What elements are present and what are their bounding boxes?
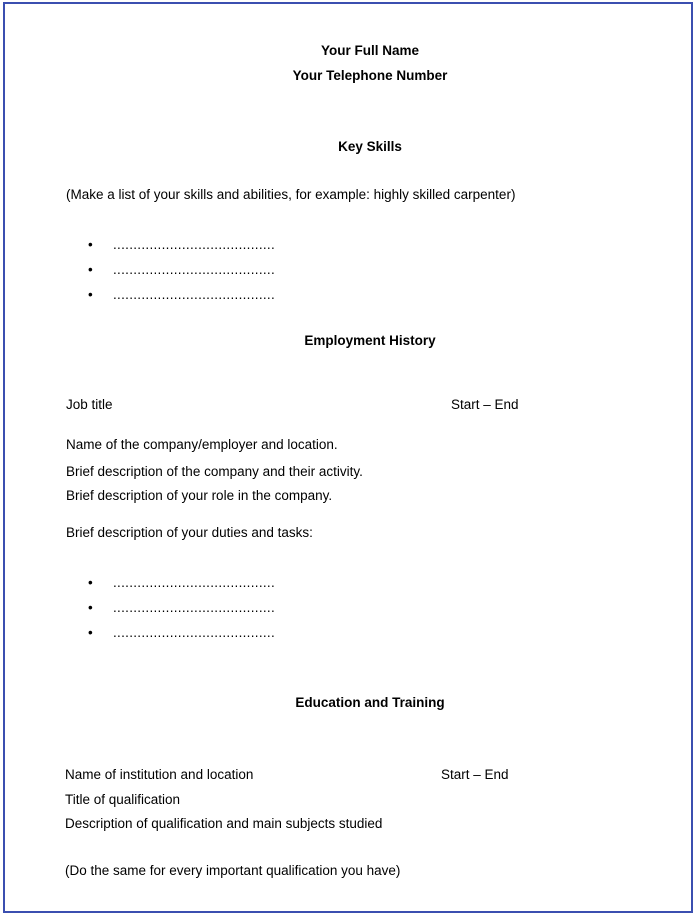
bullet-glyph: • bbox=[88, 625, 93, 640]
bullet-placeholder: ........................................ bbox=[113, 575, 276, 590]
employment-history-heading: Employment History bbox=[304, 333, 436, 348]
bullet-placeholder: ........................................ bbox=[113, 287, 276, 302]
employment-dates: Start – End bbox=[451, 397, 519, 412]
institution-name-location: Name of institution and location bbox=[65, 767, 254, 782]
company-name-location: Name of the company/employer and location. bbox=[66, 437, 338, 452]
key-skills-heading: Key Skills bbox=[338, 139, 402, 154]
key-skills-bullet-3 bbox=[88, 287, 275, 303]
key-skills-bullet-1 bbox=[88, 237, 275, 253]
bullet-placeholder: ........................................ bbox=[113, 625, 276, 640]
role-description: Brief description of your role in the company. bbox=[66, 488, 333, 503]
bullet-glyph: • bbox=[88, 600, 93, 615]
education-training-heading: Education and Training bbox=[295, 695, 445, 710]
duties-bullet-2 bbox=[88, 600, 275, 616]
qualification-title: Title of qualification bbox=[65, 792, 181, 807]
bullet-glyph: • bbox=[88, 237, 93, 252]
duties-bullet-3 bbox=[88, 625, 275, 641]
bullet-glyph: • bbox=[88, 575, 93, 590]
duties-bullet-1 bbox=[88, 575, 275, 591]
qualification-description: Description of qualification and main subjects studied bbox=[65, 816, 383, 831]
key-skills-bullet-2 bbox=[88, 262, 275, 278]
telephone-number: Your Telephone Number bbox=[292, 68, 448, 83]
company-description: Brief description of the company and their activity. bbox=[66, 464, 363, 479]
bullet-placeholder: ........................................ bbox=[113, 600, 276, 615]
education-dates: Start – End bbox=[441, 767, 509, 782]
bullet-glyph: • bbox=[88, 262, 93, 277]
full-name: Your Full Name bbox=[320, 43, 419, 58]
bullet-glyph: • bbox=[88, 287, 93, 302]
job-title: Job title bbox=[66, 397, 113, 412]
qualification-note: (Do the same for every important qualification you have) bbox=[65, 863, 401, 878]
key-skills-instruction: (Make a list of your skills and abilities, for example: highly skilled carpenter) bbox=[66, 187, 516, 202]
bullet-placeholder: ........................................ bbox=[113, 262, 276, 277]
bullet-placeholder: ........................................ bbox=[113, 237, 276, 252]
duties-label: Brief description of your duties and tasks: bbox=[66, 525, 313, 540]
